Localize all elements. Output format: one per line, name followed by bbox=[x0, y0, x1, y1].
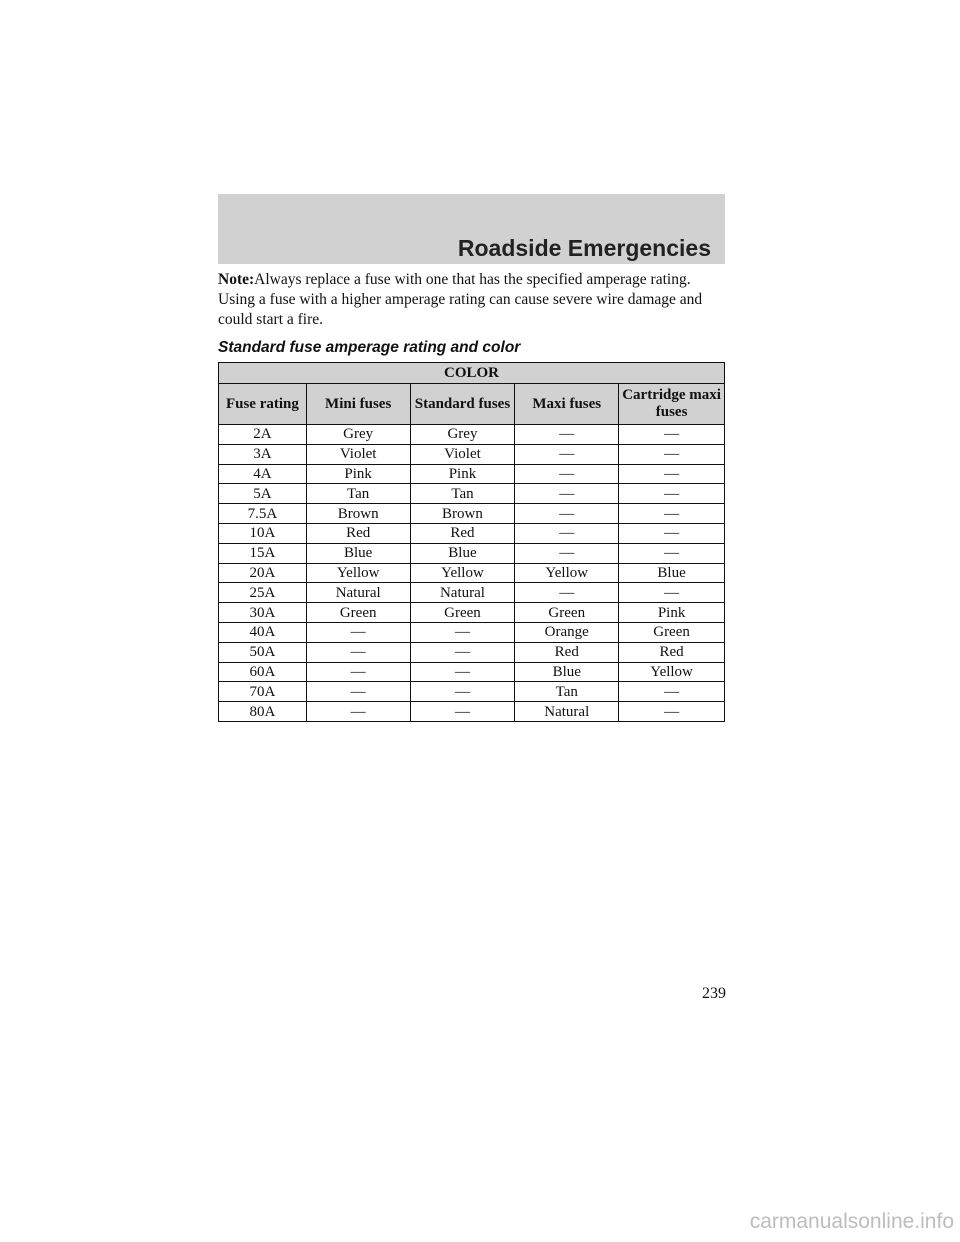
fuse-color-cell: Red bbox=[619, 642, 725, 662]
fuse-color-cell: Green bbox=[515, 603, 619, 623]
fuse-rating-cell: 5A bbox=[219, 484, 307, 504]
note-paragraph bbox=[218, 270, 728, 330]
fuse-color-cell: — bbox=[619, 464, 725, 484]
fuse-rating-cell: 15A bbox=[219, 543, 307, 563]
fuse-rating-cell: 20A bbox=[219, 563, 307, 583]
fuse-rating-table bbox=[218, 362, 725, 722]
fuse-color-cell: — bbox=[515, 504, 619, 524]
fuse-color-cell: Green bbox=[410, 603, 515, 623]
fuse-color-cell: — bbox=[515, 425, 619, 445]
fuse-color-cell: Tan bbox=[515, 682, 619, 702]
fuse-color-cell: — bbox=[619, 702, 725, 722]
fuse-color-cell: — bbox=[619, 523, 725, 543]
table-row bbox=[219, 504, 725, 524]
table-row bbox=[219, 425, 725, 445]
fuse-color-cell: — bbox=[306, 642, 410, 662]
table-row bbox=[219, 603, 725, 623]
fuse-color-cell: — bbox=[306, 622, 410, 642]
fuse-color-cell: Natural bbox=[515, 702, 619, 722]
fuse-rating-cell: 4A bbox=[219, 464, 307, 484]
table-row bbox=[219, 484, 725, 504]
fuse-color-cell: — bbox=[515, 484, 619, 504]
column-header: Maxi fuses bbox=[515, 384, 619, 425]
fuse-color-cell: Pink bbox=[306, 464, 410, 484]
fuse-rating-cell: 2A bbox=[219, 425, 307, 445]
fuse-color-cell: — bbox=[619, 682, 725, 702]
table-row bbox=[219, 523, 725, 543]
fuse-color-cell: Yellow bbox=[410, 563, 515, 583]
fuse-color-cell: Yellow bbox=[306, 563, 410, 583]
fuse-color-cell: — bbox=[619, 425, 725, 445]
fuse-color-cell: Blue bbox=[410, 543, 515, 563]
column-header: Standard fuses bbox=[410, 384, 515, 425]
fuse-color-cell: Pink bbox=[619, 603, 725, 623]
fuse-color-cell: Blue bbox=[619, 563, 725, 583]
fuse-color-cell: Blue bbox=[306, 543, 410, 563]
fuse-color-cell: Yellow bbox=[619, 662, 725, 682]
fuse-color-cell: Tan bbox=[306, 484, 410, 504]
fuse-rating-cell: 80A bbox=[219, 702, 307, 722]
fuse-color-cell: Pink bbox=[410, 464, 515, 484]
column-header-row bbox=[219, 384, 725, 425]
fuse-color-cell: — bbox=[515, 444, 619, 464]
fuse-rating-cell: 30A bbox=[219, 603, 307, 623]
fuse-color-cell: — bbox=[619, 504, 725, 524]
fuse-color-cell: Violet bbox=[410, 444, 515, 464]
fuse-rating-cell: 60A bbox=[219, 662, 307, 682]
table-title: Standard fuse amperage rating and color bbox=[218, 339, 521, 356]
table-row bbox=[219, 662, 725, 682]
fuse-color-cell: Green bbox=[306, 603, 410, 623]
fuse-color-cell: Brown bbox=[410, 504, 515, 524]
fuse-rating-cell: 25A bbox=[219, 583, 307, 603]
fuse-color-cell: — bbox=[410, 702, 515, 722]
fuse-color-cell: — bbox=[410, 642, 515, 662]
fuse-color-cell: Green bbox=[619, 622, 725, 642]
table-row bbox=[219, 583, 725, 603]
fuse-rating-cell: 7.5A bbox=[219, 504, 307, 524]
fuse-color-cell: — bbox=[515, 464, 619, 484]
table-row bbox=[219, 642, 725, 662]
fuse-color-cell: Yellow bbox=[515, 563, 619, 583]
page-number: 239 bbox=[702, 985, 726, 1002]
section-title: Roadside Emergencies bbox=[457, 235, 711, 261]
fuse-rating-cell: 10A bbox=[219, 523, 307, 543]
fuse-color-cell: — bbox=[515, 523, 619, 543]
note-label: Note: bbox=[218, 271, 255, 288]
fuse-color-cell: — bbox=[515, 583, 619, 603]
column-header: Cartridge maxi fuses bbox=[619, 384, 725, 425]
watermark: carmanualsonline.info bbox=[749, 1210, 954, 1233]
table-row bbox=[219, 444, 725, 464]
fuse-color-cell: Red bbox=[306, 523, 410, 543]
fuse-color-cell: — bbox=[306, 702, 410, 722]
fuse-color-cell: — bbox=[515, 543, 619, 563]
color-group-header: COLOR bbox=[219, 363, 725, 384]
fuse-color-cell: — bbox=[410, 682, 515, 702]
table-row bbox=[219, 682, 725, 702]
fuse-rating-cell: 3A bbox=[219, 444, 307, 464]
column-header: Fuse rating bbox=[219, 384, 307, 425]
column-header: Mini fuses bbox=[306, 384, 410, 425]
fuse-color-cell: — bbox=[619, 444, 725, 464]
fuse-color-cell: — bbox=[619, 583, 725, 603]
note-text: Always replace a fuse with one that has the specified amperage rating. Using a fuse with a higher amperage rating can cause severe wire damage and could start a fire. bbox=[218, 271, 703, 328]
fuse-color-cell: Grey bbox=[306, 425, 410, 445]
fuse-color-cell: — bbox=[306, 682, 410, 702]
table-row bbox=[219, 622, 725, 642]
fuse-rating-cell: 40A bbox=[219, 622, 307, 642]
table-row bbox=[219, 543, 725, 563]
table-row bbox=[219, 563, 725, 583]
section-header-band bbox=[218, 194, 725, 264]
fuse-color-cell: Tan bbox=[410, 484, 515, 504]
fuse-color-cell: — bbox=[410, 622, 515, 642]
fuse-rating-cell: 50A bbox=[219, 642, 307, 662]
fuse-color-cell: Violet bbox=[306, 444, 410, 464]
fuse-color-cell: Orange bbox=[515, 622, 619, 642]
fuse-color-cell: Natural bbox=[410, 583, 515, 603]
fuse-color-cell: Red bbox=[410, 523, 515, 543]
fuse-color-cell: — bbox=[410, 662, 515, 682]
fuse-color-cell: — bbox=[619, 484, 725, 504]
fuse-color-cell: — bbox=[306, 662, 410, 682]
fuse-table-body bbox=[219, 425, 725, 722]
fuse-color-cell: Natural bbox=[306, 583, 410, 603]
fuse-color-cell: Grey bbox=[410, 425, 515, 445]
table-row bbox=[219, 464, 725, 484]
fuse-color-cell: — bbox=[619, 543, 725, 563]
fuse-color-cell: Red bbox=[515, 642, 619, 662]
table-row bbox=[219, 702, 725, 722]
fuse-color-cell: Blue bbox=[515, 662, 619, 682]
fuse-rating-cell: 70A bbox=[219, 682, 307, 702]
fuse-color-cell: Brown bbox=[306, 504, 410, 524]
